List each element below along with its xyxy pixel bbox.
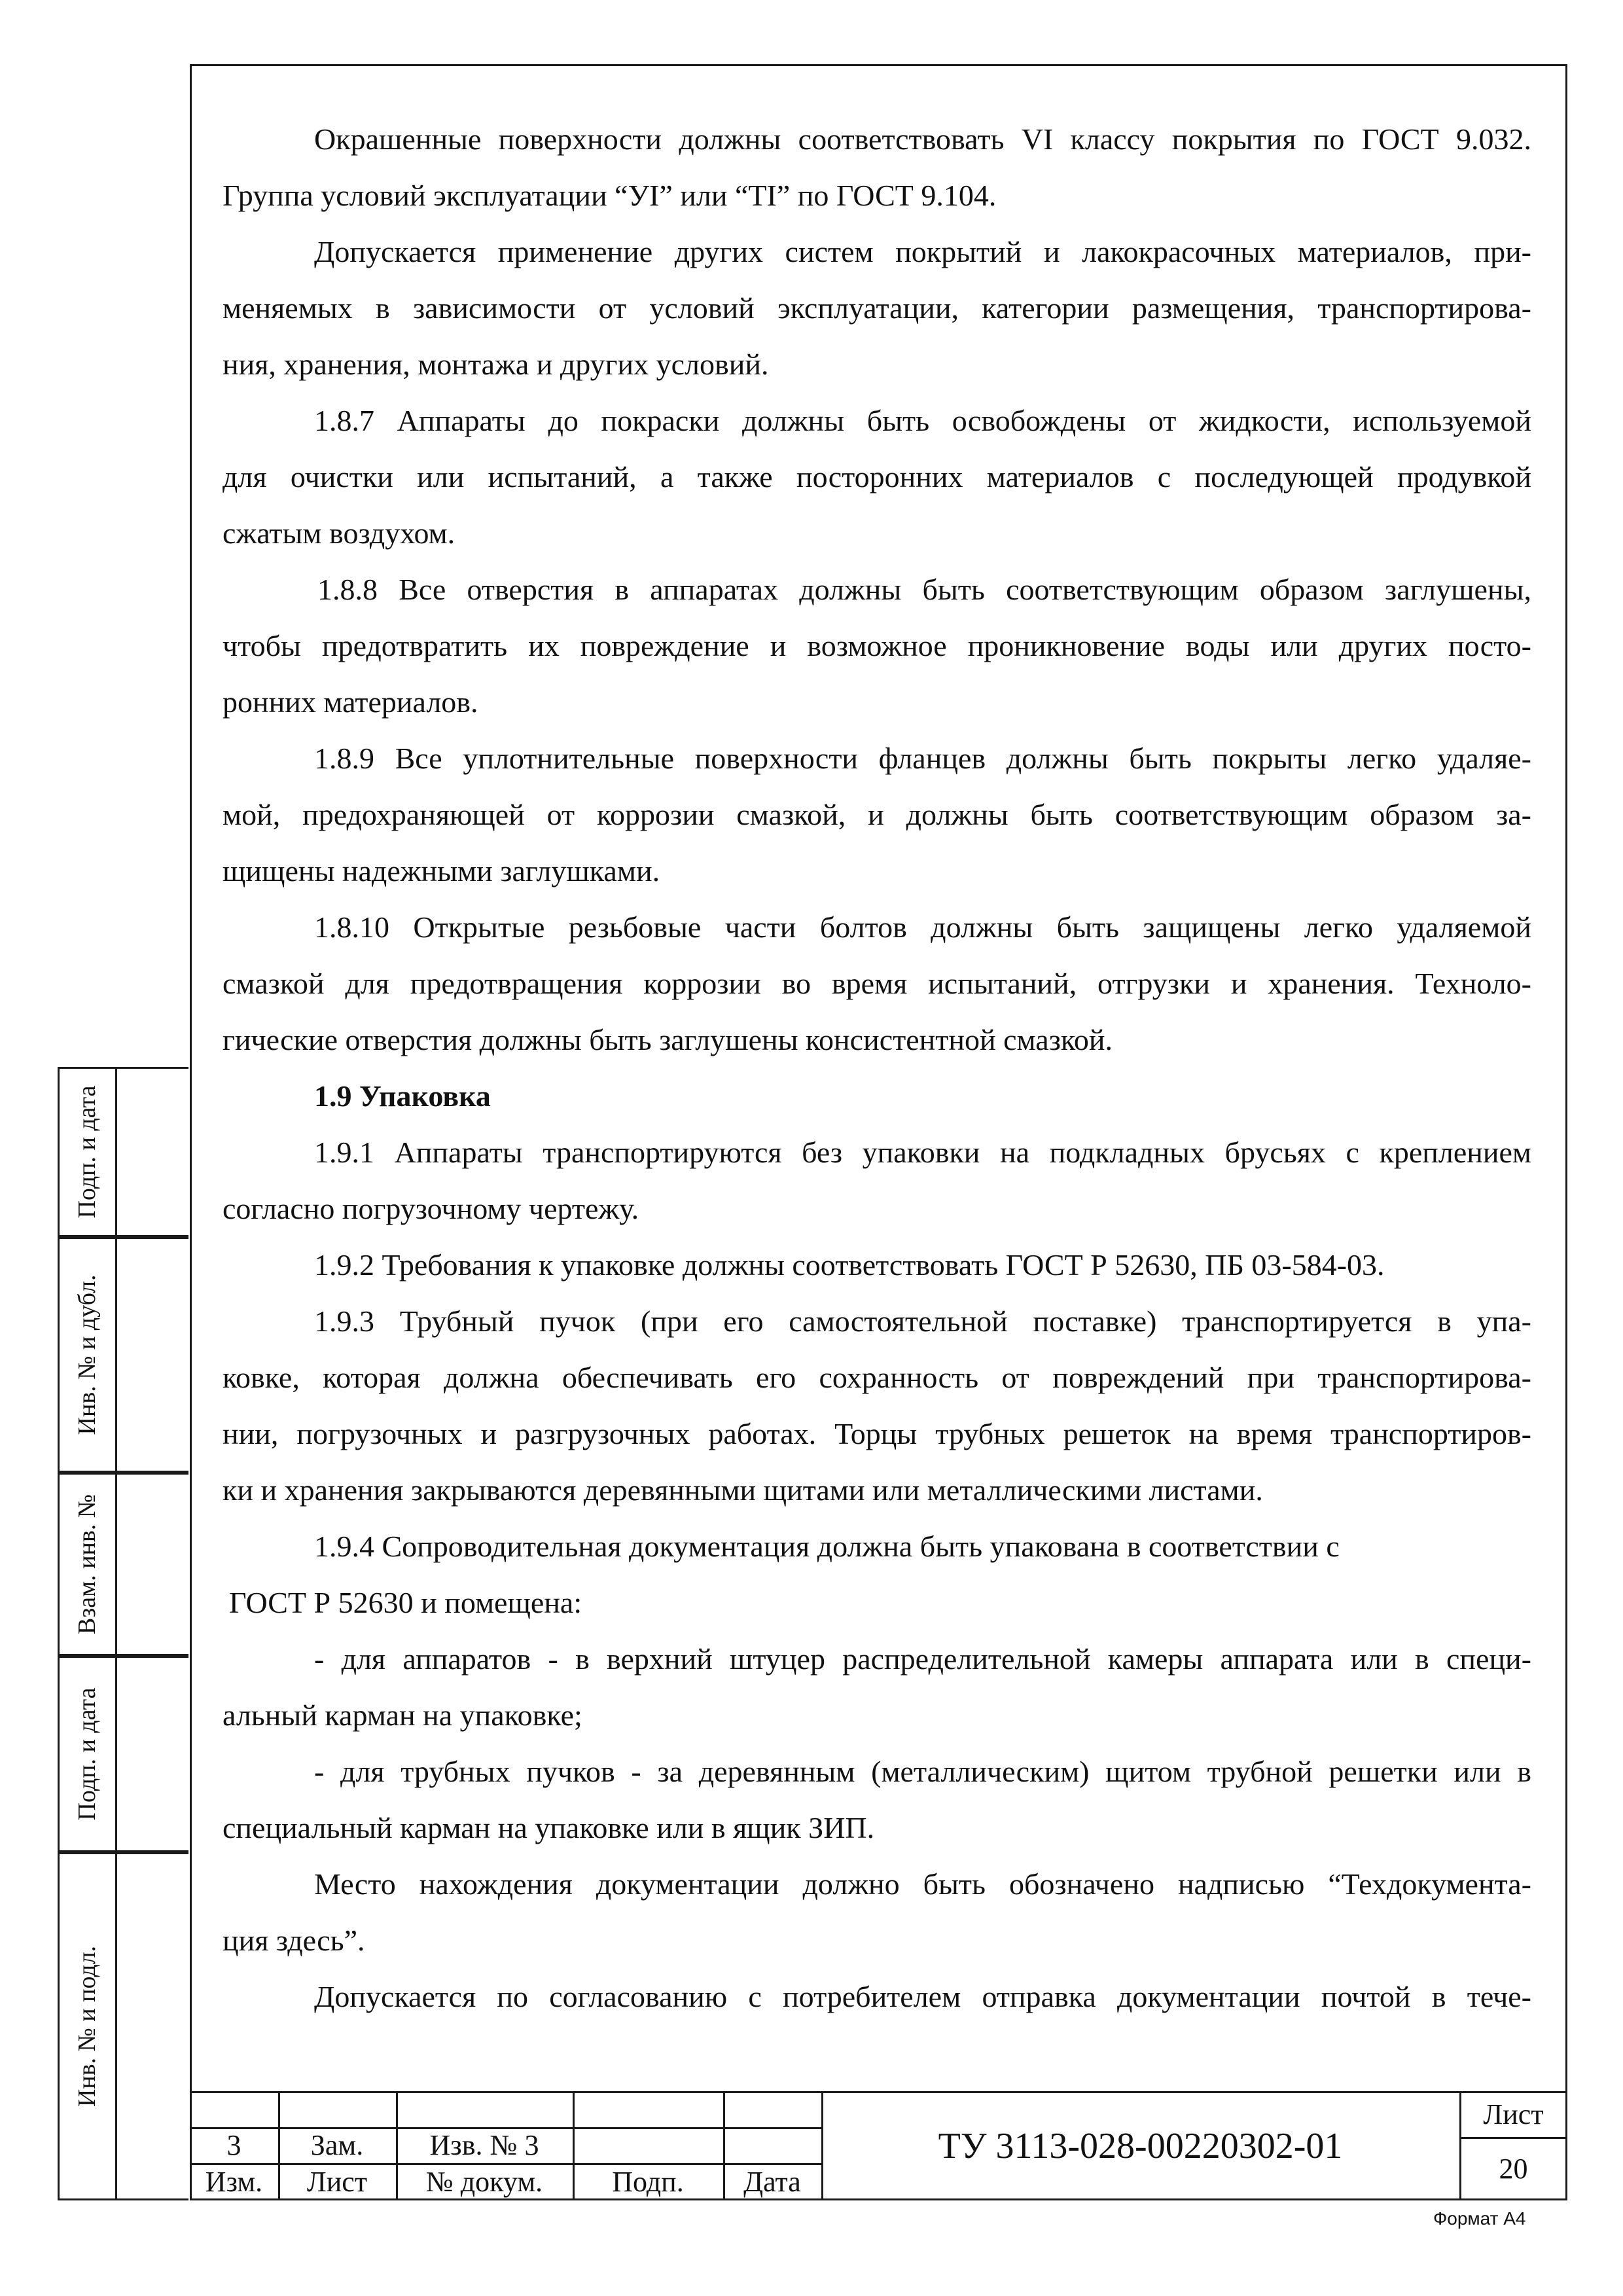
- text-line: специальный карман на упаковке или в ящик ЗИП.: [223, 1811, 875, 1844]
- header-list: Лист: [306, 2166, 368, 2198]
- side-inv-podl: [58, 1852, 188, 2200]
- text-line: для очистки или испытаний, а также посторонних материалов с последующей продувкой: [223, 460, 1531, 493]
- text-line: Группа условий эксплуатации “УI” или “ТI” по ГОСТ 9.104.: [223, 179, 997, 212]
- text-line: щищены надежными заглушками.: [223, 854, 660, 888]
- text-line: ковке, которая должна обеспечивать его сохранность от повреждений при транспортирова-: [223, 1361, 1531, 1394]
- text-line: ки и хранения закрываются деревянными щитами или металлическими листами.: [223, 1473, 1263, 1507]
- text-line: 1.9.2 Требования к упаковке должны соответствовать ГОСТ Р 52630, ПБ 03-584-03.: [314, 1248, 1385, 1282]
- text-line: 1.8.9 Все уплотнительные поверхности фланцев должны быть покрыты легко удаляе-: [314, 742, 1531, 775]
- text-line: 1.9.1 Аппараты транспортируются без упаковки на подкладных брусьях с креплением: [314, 1136, 1531, 1169]
- text-line: смазкой для предотвращения коррозии во время испытаний, отгрузки и хранения. Техноло-: [223, 967, 1531, 1000]
- text-line: мой, предохраняющей от коррозии смазкой, и должны быть соответствующим образом за-: [223, 798, 1531, 831]
- text-line: меняемых в зависимости от условий эксплуатации, категории размещения, транспортирова-: [223, 291, 1531, 325]
- side-label: Подп. и дата: [73, 1687, 101, 1821]
- text-line: нии, погрузочных и разгрузочных работах. Торцы трубных решеток на время транспортиров-: [223, 1417, 1531, 1450]
- side-label: Взам. инв. №: [73, 1494, 101, 1635]
- text-line: ГОСТ Р 52630 и помещена:: [229, 1586, 582, 1619]
- header-doc: № докум.: [425, 2166, 543, 2198]
- header-izm: Изм.: [205, 2166, 263, 2198]
- side-podl-data-bottom: [58, 1656, 188, 1852]
- sheet-number: 20: [1499, 2153, 1528, 2185]
- text-line: - для трубных пучков - за деревянным (металлическим) щитом трубной решетки или в: [314, 1755, 1531, 1788]
- text-line: Окрашенные поверхности должны соответствовать VI классу покрытия по ГОСТ 9.032.: [314, 122, 1531, 156]
- text-line: ция здесь”.: [223, 1924, 365, 1957]
- text-line: 1.9.4 Сопроводительная документация должна быть упакована в соответствии с: [314, 1530, 1340, 1563]
- side-vzam-inv: [58, 1473, 188, 1656]
- text-line: ния, хранения, монтажа и других условий.: [223, 348, 769, 381]
- text-line: ронних материалов.: [223, 685, 478, 719]
- text-line: Место нахождения документации должно быть обозначено надписью “Техдокумента-: [314, 1867, 1531, 1901]
- text-line: 1.8.7 Аппараты до покраски должны быть освобождены от жидкости, используемой: [314, 404, 1531, 437]
- text-line: Допускается по согласованию с потребителем отправка документации почтой в тече-: [314, 1980, 1531, 2013]
- header-podp: Подп.: [612, 2166, 684, 2198]
- document-designation: ТУ 3113-028-00220302-01: [938, 2125, 1343, 2166]
- side-label: Инв. № и подл.: [73, 1945, 101, 2108]
- rev-izm: 3: [226, 2129, 241, 2161]
- text-line: сжатым воздухом.: [223, 516, 455, 550]
- side-inv-dubl: [58, 1237, 188, 1473]
- side-label: Подп. и дата: [73, 1085, 101, 1219]
- text-line: 1.8.8 Все отверстия в аппаратах должны быть соответствующим образом заглушены,: [317, 573, 1531, 606]
- text-line: гические отверстия должны быть заглушены консистентной смазкой.: [223, 1023, 1113, 1056]
- side-podl-data-top: [58, 1067, 188, 1237]
- rev-list: Зам.: [310, 2129, 364, 2161]
- text-line: чтобы предотвратить их повреждение и возможное проникновение воды или других посто-: [223, 629, 1531, 662]
- text-line: альный карман на упаковке;: [223, 1698, 582, 1732]
- side-label: Инв. № и дубл.: [73, 1274, 101, 1435]
- text-line: 1.9.3 Трубный пучок (при его самостоятельной поставке) транспортируется в упа-: [314, 1304, 1531, 1338]
- document-body: [223, 111, 1531, 2025]
- sheet-label: Лист: [1483, 2098, 1544, 2130]
- format-label: Формат А4: [1433, 2208, 1526, 2229]
- header-data: Дата: [743, 2166, 801, 2198]
- text-line: 1.8.10 Открытые резьбовые части болтов должны быть защищены легко удаляемой: [314, 910, 1531, 944]
- section-heading: 1.9 Упаковка: [314, 1079, 491, 1113]
- text-line: Допускается применение других систем покрытий и лакокрасочных материалов, при-: [314, 235, 1531, 268]
- text-line: согласно погрузочному чертежу.: [223, 1192, 639, 1225]
- text-line: - для аппаратов - в верхний штуцер распределительной камеры аппарата или в специ-: [314, 1642, 1531, 1676]
- rev-doc: Изв. № 3: [429, 2129, 539, 2161]
